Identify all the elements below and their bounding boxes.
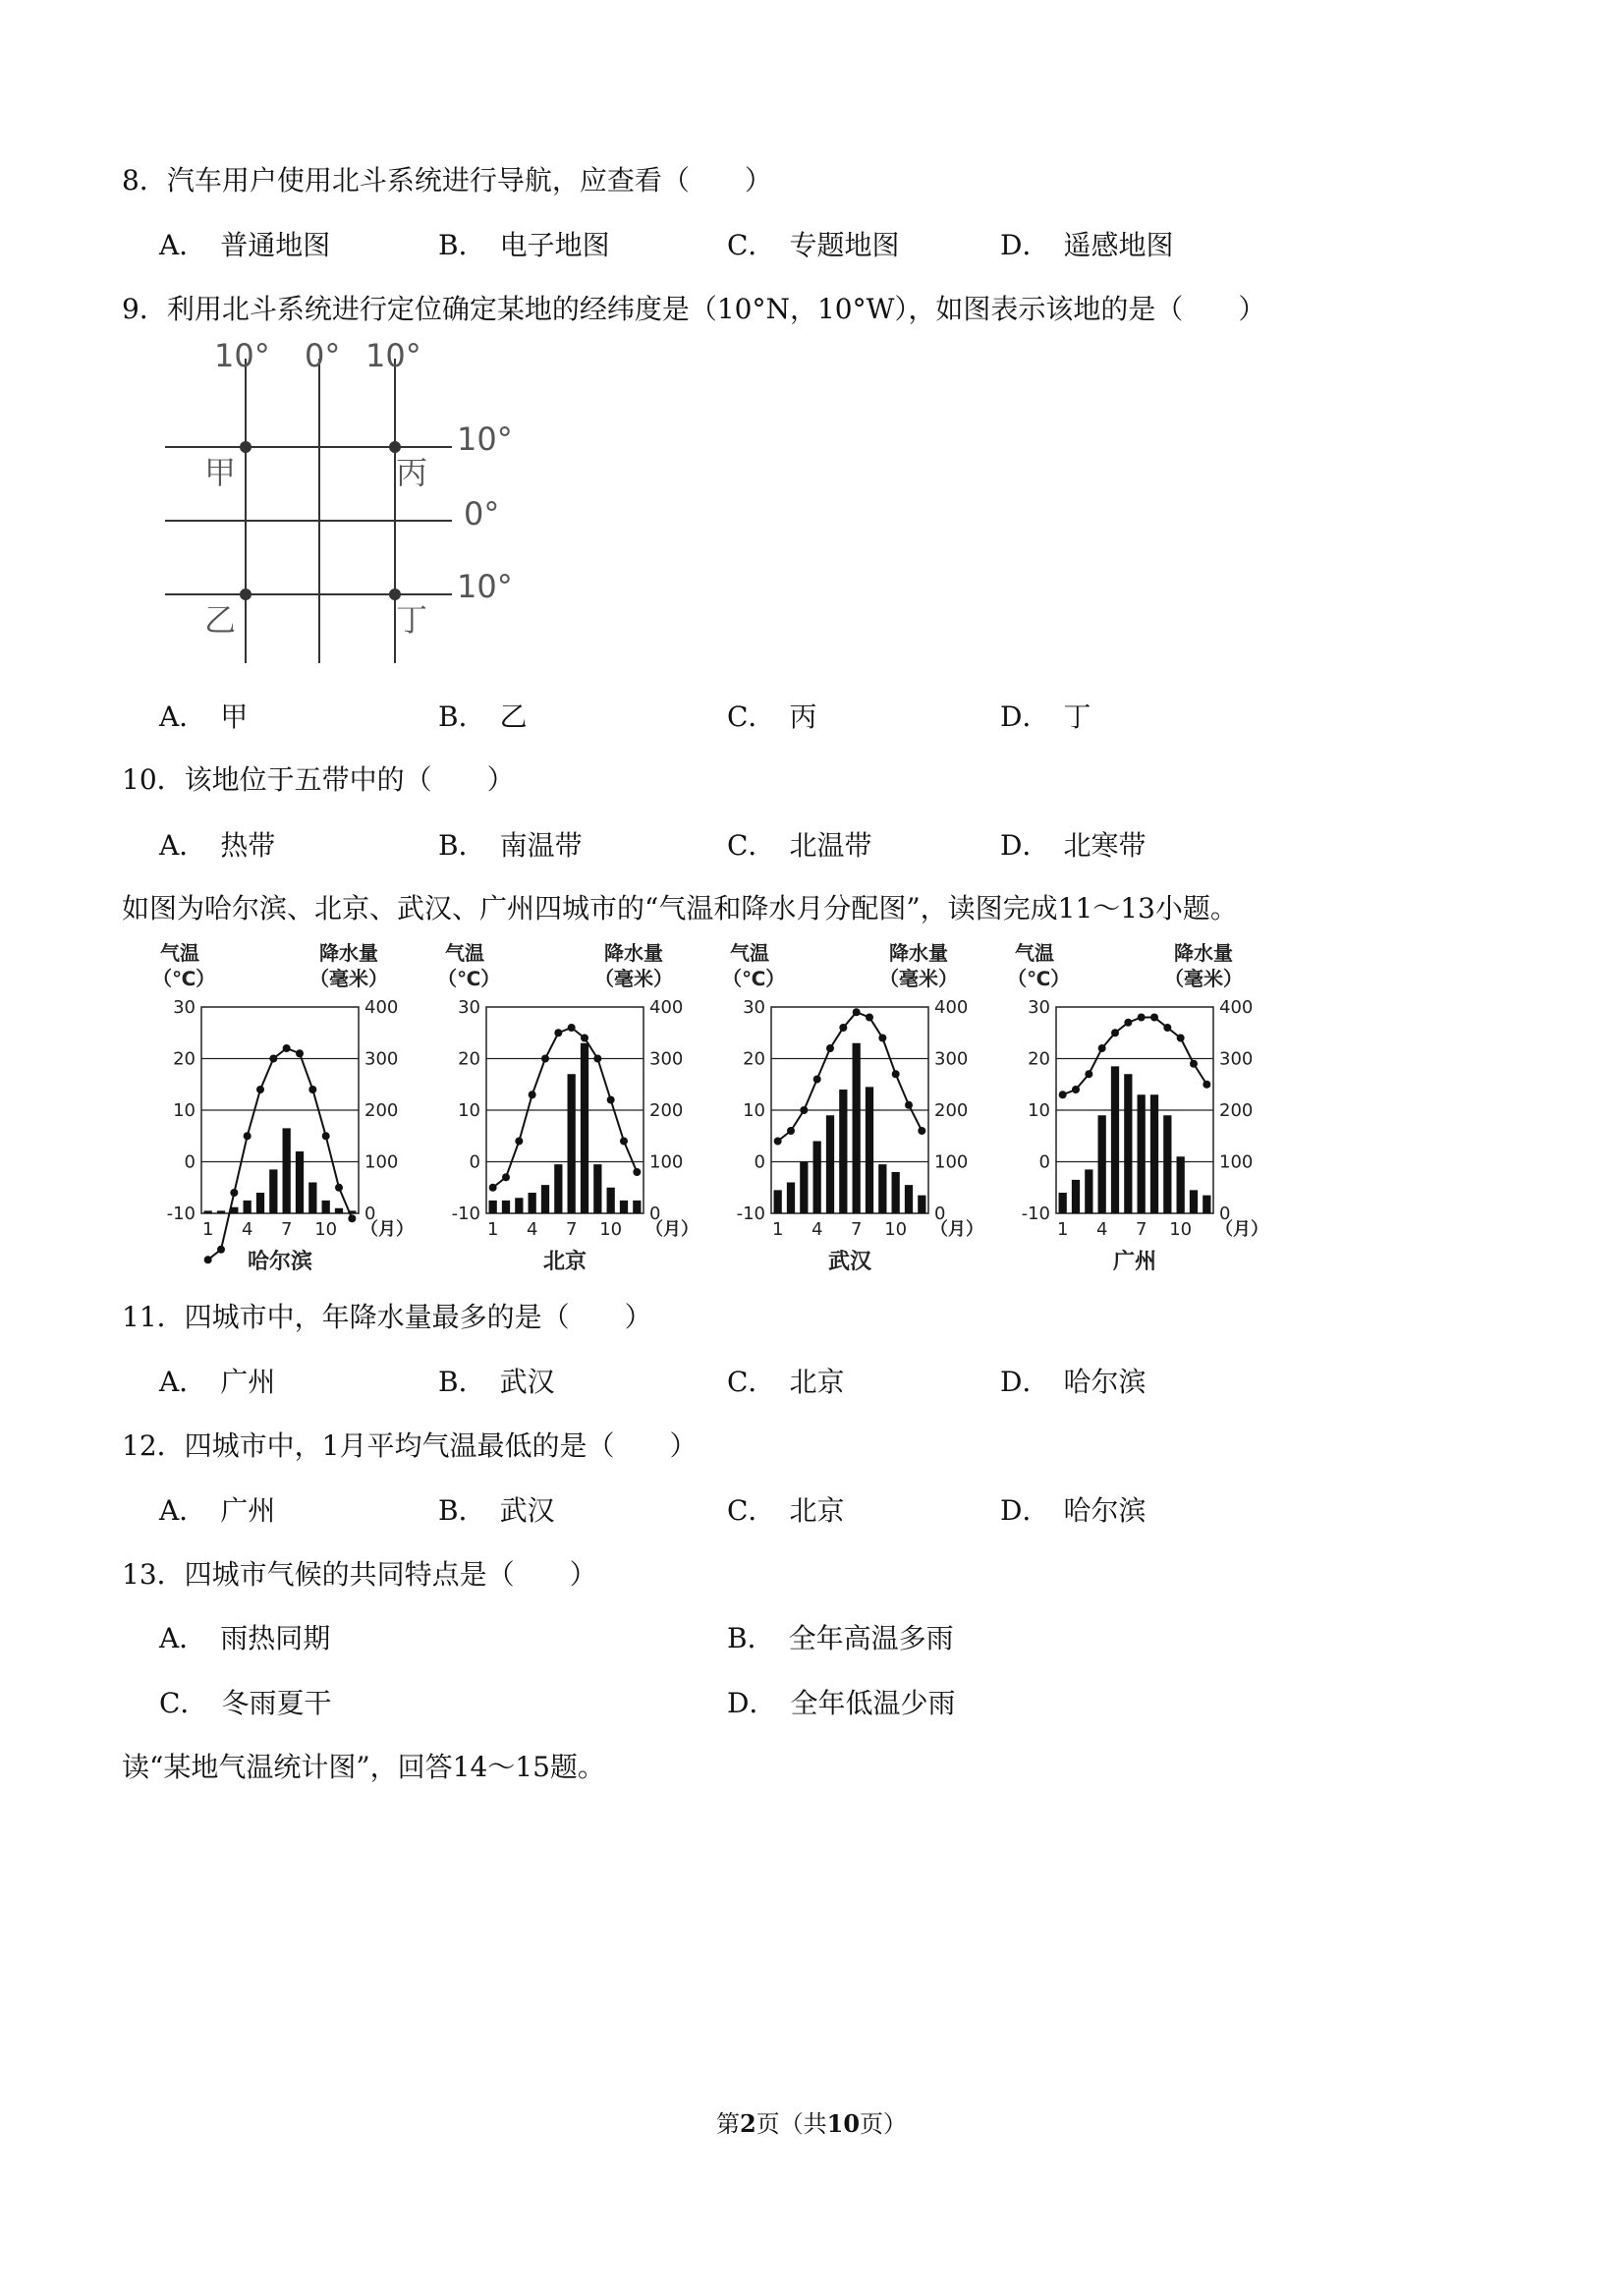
temp-tick-label: 20 bbox=[1028, 1048, 1050, 1070]
option-text: 北京 bbox=[789, 1494, 845, 1527]
option-text: 电子地图 bbox=[499, 229, 610, 261]
temp-tick-label: -10 bbox=[736, 1204, 765, 1224]
point-label-jia: 甲 bbox=[204, 454, 237, 491]
q13-option-c[interactable] bbox=[159, 1686, 331, 1721]
temperature-point-month-12 bbox=[918, 1127, 925, 1135]
q12-option-b[interactable] bbox=[438, 1493, 555, 1529]
month-tick-label: 10 bbox=[884, 1219, 908, 1240]
grid-right-label-3: 10° bbox=[457, 568, 513, 605]
point-yi bbox=[240, 588, 252, 600]
temp-tick-label: 30 bbox=[458, 997, 480, 1018]
precip-axis-title: 降水量 bbox=[889, 941, 948, 965]
option-label: D． bbox=[1000, 1494, 1050, 1527]
climate-chart-1 bbox=[152, 938, 418, 1292]
temperature-point-month-11 bbox=[620, 1138, 628, 1146]
temp-tick-label: 10 bbox=[1028, 1100, 1050, 1121]
precip-bar-month-1 bbox=[774, 1190, 782, 1213]
option-label: D． bbox=[1000, 700, 1050, 733]
temp-tick-label: 20 bbox=[743, 1048, 765, 1070]
precip-axis-title: 降水量 bbox=[319, 941, 378, 965]
month-tick-label: 4 bbox=[526, 1219, 538, 1240]
point-label-bing: 丙 bbox=[396, 454, 428, 491]
precip-bar-month-11 bbox=[1190, 1190, 1198, 1213]
temperature-point-month-4 bbox=[1098, 1044, 1106, 1052]
temp-tick-label: 10 bbox=[173, 1100, 196, 1121]
temp-axis-unit: （℃） bbox=[152, 967, 216, 990]
q10-option-c[interactable] bbox=[727, 828, 871, 864]
q9-option-b[interactable] bbox=[438, 700, 528, 735]
city-name-label: 武汉 bbox=[827, 1250, 872, 1274]
precip-tick-label: 100 bbox=[364, 1151, 399, 1173]
q13-option-b[interactable] bbox=[727, 1621, 954, 1656]
q12-option-d[interactable] bbox=[1000, 1493, 1146, 1529]
temperature-point-month-3 bbox=[1085, 1070, 1092, 1078]
option-text: 北寒带 bbox=[1063, 829, 1147, 862]
intro-11-13: 如图为哈尔滨、北京、武汉、广州四城市的“气温和降水月分配图”，读图完成11～13小题。 bbox=[122, 892, 1238, 924]
temperature-point-month-6 bbox=[1124, 1019, 1132, 1027]
temperature-point-month-3 bbox=[515, 1138, 523, 1146]
q13-option-a[interactable] bbox=[159, 1621, 330, 1656]
temp-axis-unit: （℃） bbox=[722, 967, 786, 990]
precip-axis-unit: （毫米） bbox=[594, 967, 673, 990]
option-label: D． bbox=[1000, 1366, 1050, 1398]
question-10-stem: 10．该地位于五带中的（ ） bbox=[122, 763, 515, 796]
temperature-point-month-7 bbox=[568, 1024, 576, 1032]
temperature-point-month-7 bbox=[853, 1008, 861, 1016]
precip-tick-label: 200 bbox=[934, 1100, 969, 1121]
month-tick-label: 1 bbox=[486, 1219, 499, 1240]
temp-tick-label: 0 bbox=[184, 1151, 196, 1173]
month-tick-label: 4 bbox=[811, 1219, 823, 1240]
precip-bar-month-11 bbox=[620, 1201, 628, 1213]
option-text: 武汉 bbox=[499, 1366, 555, 1398]
temperature-point-month-3 bbox=[230, 1189, 238, 1197]
option-label: A． bbox=[159, 1494, 207, 1527]
page-footer bbox=[0, 2109, 1623, 2139]
temperature-point-month-10 bbox=[1177, 1035, 1185, 1042]
option-label: C． bbox=[727, 229, 776, 261]
option-label: C． bbox=[727, 1494, 776, 1527]
option-label: A． bbox=[159, 1622, 207, 1654]
q8-option-c[interactable] bbox=[727, 228, 899, 263]
precip-bar-month-8 bbox=[296, 1151, 304, 1213]
precip-bar-month-10 bbox=[892, 1172, 900, 1213]
month-unit-label: （月） bbox=[930, 1219, 983, 1240]
temperature-point-month-2 bbox=[1072, 1086, 1080, 1093]
temperature-point-month-5 bbox=[826, 1044, 834, 1052]
temp-tick-label: -10 bbox=[1021, 1204, 1050, 1224]
grid-top-label-2: 0° bbox=[305, 339, 341, 374]
temp-tick-label: 20 bbox=[173, 1048, 196, 1070]
precip-bar-month-3 bbox=[515, 1198, 523, 1213]
temp-tick-label: 30 bbox=[743, 997, 765, 1018]
option-text: 遥感地图 bbox=[1063, 229, 1174, 261]
precip-bar-month-12 bbox=[918, 1196, 925, 1213]
temperature-point-month-6 bbox=[554, 1029, 562, 1036]
temperature-point-month-8 bbox=[866, 1014, 873, 1022]
temperature-point-month-11 bbox=[1190, 1060, 1198, 1068]
option-label: B． bbox=[727, 1622, 775, 1654]
temperature-point-month-2 bbox=[787, 1127, 795, 1135]
precip-bar-month-8 bbox=[1150, 1094, 1158, 1213]
q8-option-b[interactable] bbox=[438, 228, 610, 263]
option-label: C． bbox=[727, 700, 776, 733]
precip-tick-label: 400 bbox=[364, 997, 399, 1018]
grid-top-label-3: 10° bbox=[365, 339, 421, 374]
q11-option-d[interactable] bbox=[1000, 1365, 1146, 1400]
precip-tick-label: 0 bbox=[1219, 1204, 1231, 1224]
precip-axis-unit: （毫米） bbox=[879, 967, 958, 990]
option-label: C． bbox=[159, 1687, 208, 1719]
option-text: 北温带 bbox=[789, 829, 872, 862]
footer-mid: 页（共 bbox=[756, 2110, 827, 2138]
question-13-stem: 13．四城市气候的共同特点是（ ） bbox=[122, 1558, 597, 1591]
month-tick-label: 7 bbox=[565, 1219, 578, 1240]
temp-tick-label: 30 bbox=[1028, 997, 1050, 1018]
question-9-stem: 9．利用北斗系统进行定位确定某地的经纬度是（10°N，10°W），如图表示该地的是（ ） bbox=[122, 293, 1266, 325]
month-tick-label: 10 bbox=[314, 1219, 338, 1240]
q13-option-d[interactable] bbox=[727, 1686, 955, 1721]
temperature-point-month-12 bbox=[348, 1214, 356, 1222]
city-name-label: 哈尔滨 bbox=[247, 1250, 313, 1274]
temperature-point-month-6 bbox=[839, 1024, 847, 1032]
grid-right-label-1: 10° bbox=[457, 420, 513, 458]
precip-bar-month-2 bbox=[1072, 1180, 1080, 1213]
precip-tick-label: 300 bbox=[364, 1048, 399, 1070]
option-label: D． bbox=[727, 1687, 777, 1719]
temperature-point-month-8 bbox=[581, 1035, 588, 1042]
option-label: B． bbox=[438, 1494, 486, 1527]
q10-option-b[interactable] bbox=[438, 828, 583, 864]
temp-tick-label: 30 bbox=[173, 997, 196, 1018]
temperature-point-month-3 bbox=[800, 1106, 808, 1114]
temp-axis-unit: （℃） bbox=[437, 967, 501, 990]
option-text: 热带 bbox=[220, 829, 276, 862]
precip-bar-month-6 bbox=[839, 1090, 847, 1213]
precip-tick-label: 0 bbox=[934, 1204, 946, 1224]
temp-axis-unit: （℃） bbox=[1007, 967, 1071, 990]
precip-bar-month-11 bbox=[905, 1185, 913, 1213]
option-text: 乙 bbox=[499, 700, 528, 733]
temp-tick-label: 0 bbox=[1038, 1151, 1050, 1173]
q8-option-a[interactable] bbox=[159, 228, 330, 263]
precip-tick-label: 200 bbox=[364, 1100, 399, 1121]
precip-axis-title: 降水量 bbox=[604, 941, 663, 965]
point-bing bbox=[389, 441, 401, 453]
q9-option-c[interactable] bbox=[727, 700, 816, 735]
temp-tick-label: 10 bbox=[743, 1100, 765, 1121]
option-text: 哈尔滨 bbox=[1063, 1494, 1147, 1527]
temperature-point-month-5 bbox=[256, 1086, 264, 1093]
city-name-label: 广州 bbox=[1112, 1250, 1157, 1274]
option-label: B． bbox=[438, 829, 486, 862]
temperature-point-month-12 bbox=[633, 1168, 641, 1176]
precip-bar-month-5 bbox=[256, 1193, 264, 1213]
temperature-line bbox=[1063, 1018, 1207, 1095]
temperature-point-month-10 bbox=[607, 1096, 615, 1104]
month-tick-label: 7 bbox=[1135, 1219, 1147, 1240]
precip-bar-month-6 bbox=[554, 1164, 562, 1213]
q9-option-d[interactable] bbox=[1000, 700, 1091, 735]
temperature-point-month-10 bbox=[322, 1132, 330, 1140]
option-text: 广州 bbox=[220, 1366, 276, 1398]
precip-tick-label: 100 bbox=[1219, 1151, 1254, 1173]
precip-bar-month-1 bbox=[489, 1201, 497, 1213]
option-text: 哈尔滨 bbox=[1063, 1366, 1147, 1398]
month-tick-label: 1 bbox=[771, 1219, 784, 1240]
precip-bar-month-2 bbox=[787, 1183, 795, 1214]
precip-tick-label: 400 bbox=[649, 997, 684, 1018]
month-tick-label: 1 bbox=[201, 1219, 214, 1240]
precip-bar-month-10 bbox=[322, 1201, 330, 1213]
option-text: 甲 bbox=[220, 700, 249, 733]
month-unit-label: （月） bbox=[645, 1219, 699, 1240]
temperature-point-month-1 bbox=[774, 1138, 782, 1146]
temp-tick-label: 0 bbox=[754, 1151, 765, 1173]
precip-tick-label: 100 bbox=[934, 1151, 969, 1173]
q10-option-a[interactable] bbox=[159, 828, 275, 864]
temperature-point-month-7 bbox=[283, 1044, 291, 1052]
precip-bar-month-8 bbox=[866, 1087, 873, 1213]
temperature-point-month-12 bbox=[1203, 1081, 1210, 1089]
precip-bar-month-3 bbox=[800, 1162, 808, 1214]
precip-tick-label: 400 bbox=[934, 997, 969, 1018]
temperature-point-month-9 bbox=[593, 1055, 601, 1063]
precip-bar-month-8 bbox=[581, 1043, 588, 1213]
temp-tick-label: 0 bbox=[469, 1151, 480, 1173]
q10-option-d[interactable] bbox=[1000, 828, 1146, 864]
option-text: 武汉 bbox=[499, 1494, 555, 1527]
precip-bar-month-1 bbox=[204, 1210, 212, 1213]
precip-bar-month-7 bbox=[568, 1074, 576, 1213]
option-text: 丙 bbox=[789, 700, 817, 733]
month-tick-label: 4 bbox=[241, 1219, 253, 1240]
precip-tick-label: 400 bbox=[1219, 997, 1254, 1018]
precip-bar-month-5 bbox=[826, 1115, 834, 1213]
precip-bar-month-3 bbox=[1085, 1169, 1092, 1213]
month-tick-label: 10 bbox=[1169, 1219, 1193, 1240]
temp-axis-title: 气温 bbox=[445, 941, 484, 965]
temperature-point-month-11 bbox=[335, 1184, 343, 1192]
temperature-point-month-9 bbox=[308, 1086, 316, 1093]
option-text: 丁 bbox=[1063, 700, 1091, 733]
precip-bar-month-9 bbox=[593, 1164, 601, 1213]
option-text: 雨热同期 bbox=[220, 1622, 331, 1654]
climate-chart-2 bbox=[437, 938, 702, 1292]
climate-chart-3 bbox=[722, 938, 987, 1292]
option-label: C． bbox=[727, 1366, 776, 1398]
grid-right-label-2: 0° bbox=[464, 495, 500, 532]
temperature-point-month-9 bbox=[878, 1035, 886, 1042]
climate-charts bbox=[152, 938, 1282, 1292]
month-tick-label: 7 bbox=[280, 1219, 293, 1240]
point-label-ding: 丁 bbox=[396, 601, 428, 639]
option-text: 南温带 bbox=[499, 829, 583, 862]
precip-bar-month-6 bbox=[1124, 1074, 1132, 1213]
climate-chart-4 bbox=[1007, 938, 1272, 1292]
temperature-point-month-8 bbox=[296, 1049, 304, 1057]
point-jia bbox=[240, 441, 252, 453]
temperature-point-month-6 bbox=[269, 1055, 277, 1063]
option-label: D． bbox=[1000, 829, 1050, 862]
q9-option-a[interactable] bbox=[159, 700, 248, 735]
month-tick-label: 4 bbox=[1095, 1219, 1108, 1240]
precip-tick-label: 0 bbox=[364, 1204, 376, 1224]
question-12-stem: 12．四城市中，1月平均气温最低的是（ ） bbox=[122, 1429, 698, 1462]
temperature-point-month-1 bbox=[204, 1256, 212, 1263]
precip-bar-month-6 bbox=[269, 1169, 277, 1213]
temp-axis-title: 气温 bbox=[1015, 941, 1054, 965]
option-label: A． bbox=[159, 829, 207, 862]
option-label: B． bbox=[438, 229, 486, 261]
month-tick-label: 7 bbox=[850, 1219, 863, 1240]
temperature-point-month-8 bbox=[1150, 1014, 1158, 1022]
precip-bar-month-12 bbox=[1203, 1196, 1210, 1213]
option-label: C． bbox=[727, 829, 776, 862]
temperature-point-month-4 bbox=[244, 1132, 252, 1140]
temp-axis-title: 气温 bbox=[160, 941, 199, 965]
q12-option-c[interactable] bbox=[727, 1493, 844, 1529]
temp-axis-title: 气温 bbox=[730, 941, 769, 965]
precip-bar-month-11 bbox=[335, 1208, 343, 1213]
precip-tick-label: 300 bbox=[934, 1048, 969, 1070]
temperature-point-month-4 bbox=[529, 1091, 536, 1098]
city-name-label: 北京 bbox=[542, 1250, 588, 1274]
temperature-point-month-2 bbox=[502, 1173, 510, 1181]
lat-lon-grid-figure bbox=[157, 339, 531, 678]
temp-tick-label: 20 bbox=[458, 1048, 480, 1070]
month-tick-label: 1 bbox=[1056, 1219, 1069, 1240]
precip-tick-label: 300 bbox=[649, 1048, 684, 1070]
option-text: 全年低温少雨 bbox=[790, 1687, 956, 1719]
q11-option-b[interactable] bbox=[438, 1365, 555, 1400]
question-11-stem: 11．四城市中，年降水量最多的是（ ） bbox=[122, 1301, 652, 1333]
precip-bar-month-7 bbox=[1138, 1094, 1146, 1213]
month-unit-label: （月） bbox=[361, 1219, 414, 1240]
temperature-line bbox=[778, 1012, 923, 1141]
precip-tick-label: 300 bbox=[1219, 1048, 1254, 1070]
temperature-point-month-5 bbox=[1111, 1029, 1119, 1036]
option-label: B． bbox=[438, 1366, 486, 1398]
temperature-point-month-4 bbox=[813, 1076, 821, 1084]
precip-bar-month-5 bbox=[541, 1185, 549, 1213]
precip-bar-month-4 bbox=[1098, 1115, 1106, 1213]
option-text: 专题地图 bbox=[789, 229, 900, 261]
footer-total-pages: 10 bbox=[826, 2109, 861, 2138]
precip-bar-month-4 bbox=[244, 1201, 252, 1213]
precip-bar-month-7 bbox=[283, 1128, 291, 1213]
temp-tick-label: -10 bbox=[166, 1204, 196, 1224]
precip-tick-label: 100 bbox=[649, 1151, 684, 1173]
option-label: A． bbox=[159, 229, 207, 261]
temperature-point-month-11 bbox=[905, 1101, 913, 1109]
footer-pre: 第 bbox=[715, 2110, 740, 2138]
precip-bar-month-4 bbox=[529, 1193, 536, 1213]
temperature-point-month-2 bbox=[217, 1246, 225, 1254]
month-tick-label: 10 bbox=[599, 1219, 623, 1240]
temperature-point-month-5 bbox=[541, 1055, 549, 1063]
temperature-point-month-1 bbox=[489, 1184, 497, 1192]
precip-bar-month-2 bbox=[217, 1210, 225, 1213]
precip-bar-month-9 bbox=[878, 1164, 886, 1213]
point-ding bbox=[389, 588, 401, 600]
precip-bar-month-10 bbox=[1177, 1156, 1185, 1213]
q8-option-d[interactable] bbox=[1000, 228, 1173, 263]
temperature-point-month-10 bbox=[892, 1070, 900, 1078]
question-8-stem: 8．汽车用户使用北斗系统进行导航，应查看（ ） bbox=[122, 164, 772, 196]
precip-axis-unit: （毫米） bbox=[309, 967, 388, 990]
option-text: 全年高温多雨 bbox=[788, 1622, 954, 1654]
precip-tick-label: 0 bbox=[649, 1204, 661, 1224]
option-text: 广州 bbox=[220, 1494, 276, 1527]
temperature-point-month-9 bbox=[1163, 1024, 1171, 1032]
precip-bar-month-2 bbox=[502, 1201, 510, 1213]
q11-option-a[interactable] bbox=[159, 1365, 275, 1400]
precip-tick-label: 200 bbox=[1219, 1100, 1254, 1121]
option-label: B． bbox=[438, 700, 486, 733]
grid-top-label-1: 10° bbox=[214, 339, 270, 374]
precip-bar-month-10 bbox=[607, 1188, 615, 1213]
footer-post: 页） bbox=[860, 2110, 908, 2138]
precip-bar-month-1 bbox=[1059, 1193, 1067, 1213]
temperature-point-month-1 bbox=[1059, 1091, 1067, 1098]
precip-axis-unit: （毫米） bbox=[1164, 967, 1243, 990]
temperature-point-month-7 bbox=[1138, 1014, 1146, 1022]
point-label-yi: 乙 bbox=[204, 601, 237, 639]
option-label: A． bbox=[159, 1366, 207, 1398]
precip-axis-title: 降水量 bbox=[1174, 941, 1233, 965]
precip-bar-month-7 bbox=[853, 1043, 861, 1213]
month-unit-label: （月） bbox=[1215, 1219, 1268, 1240]
intro-14-15: 读“某地气温统计图”，回答14～15题。 bbox=[122, 1751, 605, 1783]
footer-page-number: 2 bbox=[739, 2109, 756, 2138]
option-label: D． bbox=[1000, 229, 1050, 261]
temperature-line bbox=[493, 1028, 638, 1188]
precip-bar-month-5 bbox=[1111, 1066, 1119, 1213]
precip-bar-month-9 bbox=[308, 1183, 316, 1214]
option-text: 北京 bbox=[789, 1366, 845, 1398]
precip-tick-label: 200 bbox=[649, 1100, 684, 1121]
option-text: 冬雨夏干 bbox=[221, 1687, 332, 1719]
precip-bar-month-4 bbox=[813, 1142, 821, 1214]
precip-bar-month-9 bbox=[1163, 1115, 1171, 1213]
temp-tick-label: -10 bbox=[451, 1204, 480, 1224]
precip-bar-month-12 bbox=[633, 1201, 641, 1213]
option-label: A． bbox=[159, 700, 207, 733]
option-text: 普通地图 bbox=[220, 229, 331, 261]
q11-option-c[interactable] bbox=[727, 1365, 844, 1400]
q12-option-a[interactable] bbox=[159, 1493, 275, 1529]
temp-tick-label: 10 bbox=[458, 1100, 480, 1121]
